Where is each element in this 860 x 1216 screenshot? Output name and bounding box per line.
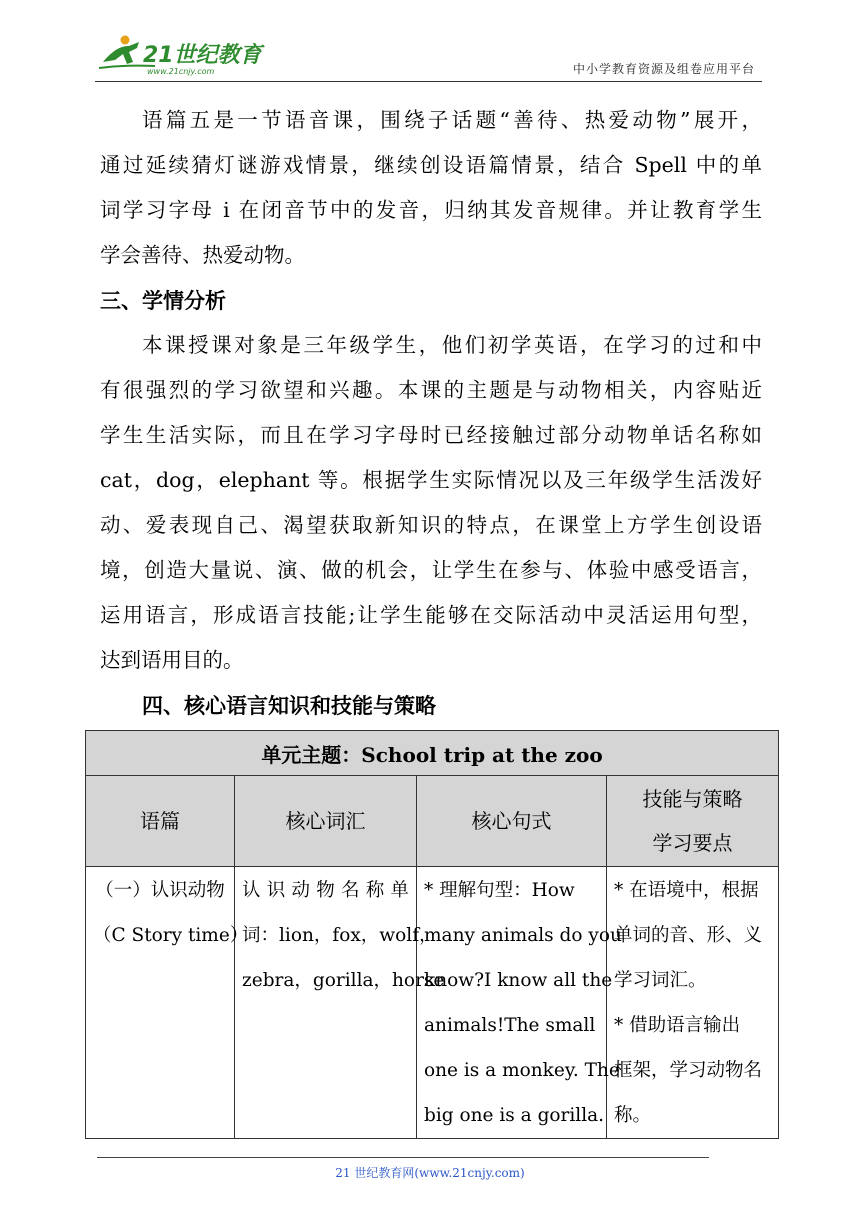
runner-logo-icon <box>95 32 265 76</box>
table-header-row <box>86 776 779 867</box>
header-divider <box>95 81 762 82</box>
text-line: 通过延续猜灯谜游戏情景，继续创设语篇情景，结合 Spell 中的单 <box>100 153 762 177</box>
text-line: cat，dog，elephant 等。根据学生实际情况以及三年级学生活泼好 <box>100 468 762 492</box>
text-line: 语篇五是一节语音课，围绕子话题“善待、热爱动物”展开， <box>142 108 762 132</box>
header-cell-skills: 技能与策略 学习要点 <box>607 776 779 867</box>
table-theme-row <box>86 731 779 776</box>
unit-theme-cell: 单元主题：School trip at the zoo <box>86 731 779 776</box>
header-cell-text: 语篇 <box>86 776 235 867</box>
text-line: 运用语言，形成语言技能;让学生能够在交际活动中灵活运用句型， <box>100 603 762 627</box>
text-line: 达到语用目的。 <box>100 648 244 672</box>
text-line: 本课授课对象是三年级学生，他们初学英语，在学习的过和中 <box>142 333 762 357</box>
text-line: 学生生活实际，而且在学习字母时已经接触过部分动物单话名称如 <box>100 423 762 447</box>
text-line: 境，创造大量说、演、做的机会，让学生在参与、体验中感受语言， <box>100 558 762 582</box>
svg-text:21世纪教育: 21世纪教育 <box>143 43 262 68</box>
page-header <box>95 32 760 82</box>
header-cell-vocabulary: 核心词汇 <box>235 776 417 867</box>
platform-name: 中小学教育资源及组卷应用平台 <box>572 62 755 76</box>
core-language-table <box>85 730 779 1139</box>
table-row <box>86 867 779 1139</box>
site-logo[interactable] <box>95 32 265 76</box>
footer-link[interactable]: 21 世纪教育网(www.21cnjy.com) <box>335 1166 525 1180</box>
footer-divider <box>97 1157 709 1158</box>
text-line: 词学习字母 i 在闭音节中的发音，归纳其发音规律。并让教育学生 <box>100 198 762 222</box>
cell-vocabulary: 认 识 动 物 名 称 单 词：lion，fox，wolf， zebra，gorilla，horse <box>235 867 417 1139</box>
cell-sentences: * 理解句型：How many animals do you know?I know all the animals!The small one is a monkey. The big one is a gorilla. <box>417 867 607 1139</box>
cell-skills: * 在语境中，根据 单词的音、形、义 学习词汇。 * 借助语言输出 框架，学习动物名 称。 <box>607 867 779 1139</box>
cell-text: （一）认识动物 （C Story time） <box>86 867 235 1139</box>
section-heading-core-language: 四、核心语言知识和技能与策略 <box>142 693 436 718</box>
text-line: 动、爱表现自己、渴望获取新知识的特点，在课堂上方学生创设语 <box>100 513 762 537</box>
text-line: 学会善待、热爱动物。 <box>100 243 305 267</box>
section-heading-learner-analysis: 三、学情分析 <box>100 288 226 313</box>
svg-text:www.21cnjy.com: www.21cnjy.com <box>147 67 215 76</box>
paragraph-lesson-five <box>100 98 762 278</box>
header-cell-sentences: 核心句式 <box>417 776 607 867</box>
paragraph-learner-analysis <box>100 323 762 683</box>
text-line: 有很强烈的学习欲望和兴趣。本课的主题是与动物相关，内容贴近 <box>100 378 762 402</box>
